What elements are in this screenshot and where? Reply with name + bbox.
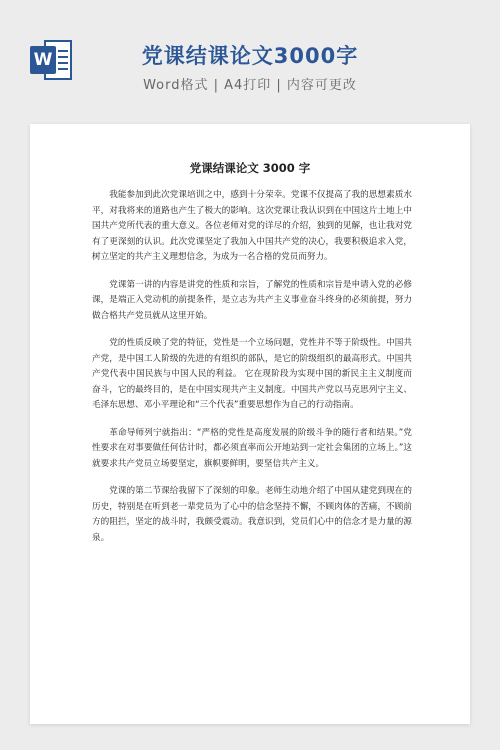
page-subtitle: Word格式 | A4打印 | 内容可更改 (143, 78, 357, 93)
document-title: 党课结课论文 3000 字 (189, 161, 311, 175)
document-body (92, 188, 412, 558)
document-page (30, 124, 470, 724)
paragraph: 革命导师列宁就指出：“严格的党性是高度发展的阶级斗争的随行者和结果。”党性要求在对事要做任何估计时，都必须直率而公开地站到一定社会集团的立场上。”这就要求共产党员立场要坚定，旗帜要鲜明，要坚信共产主义。 (92, 427, 412, 469)
paragraph: 党课的第二节课给我留下了深刻的印象。老师生动地介绍了中国从建党到现在的历史，特别是在听到老一辈党员为了心中的信念坚持不懈，不顾肉体的苦痛，不顾前方的阻拦，坚定的战斗时，我颇受震动。我意识到，党员们心中的信念才是力量的源泉。 (92, 486, 412, 543)
paragraph: 党的性质反映了党的特征，党性是一个立场问题，党性并不等于阶级性。中国共产党，是中国工人阶级的先进的有组织的部队，是它的阶级组织的最高形式。中国共产党代表中国民族与中国人民的利益。 它在现阶段为实现中国的新民主主义制度而奋斗，它的最终目的，是在中国实现共产主义制度。中国共产党以马克思列宁主义、毛泽东思想、邓小平理论和“三个代表”重要思想作为自己的行动指南。 (92, 338, 412, 410)
page-title: 党课结课论文3000字 (141, 44, 359, 68)
header (0, 0, 500, 120)
paragraph: 我能参加到此次党课培训之中，感到十分荣幸。党课不仅提高了我的思想素质水平，对我将来的道路也产生了极大的影响。这次党课让我认识到在中国这片土地上中国共产党所代表的重大意义。各位老师对党的详尽的介绍，独到的见解，也让我对党有了更深刻的认识。此次党课坚定了我加入中国共产党的决心，我要积极追求入党，树立坚定的共产主义理想信念，为成为一名合格的党员而努力。 (92, 190, 412, 262)
paragraph: 党课第一讲的内容是讲党的性质和宗旨，了解党的性质和宗旨是申请入党的必修课，是端正入党动机的前提条件，是立志为共产主义事业奋斗终身的必须前提，努力做合格共产党员就从这里开始。 (92, 279, 412, 321)
word-badge: W (30, 46, 56, 74)
